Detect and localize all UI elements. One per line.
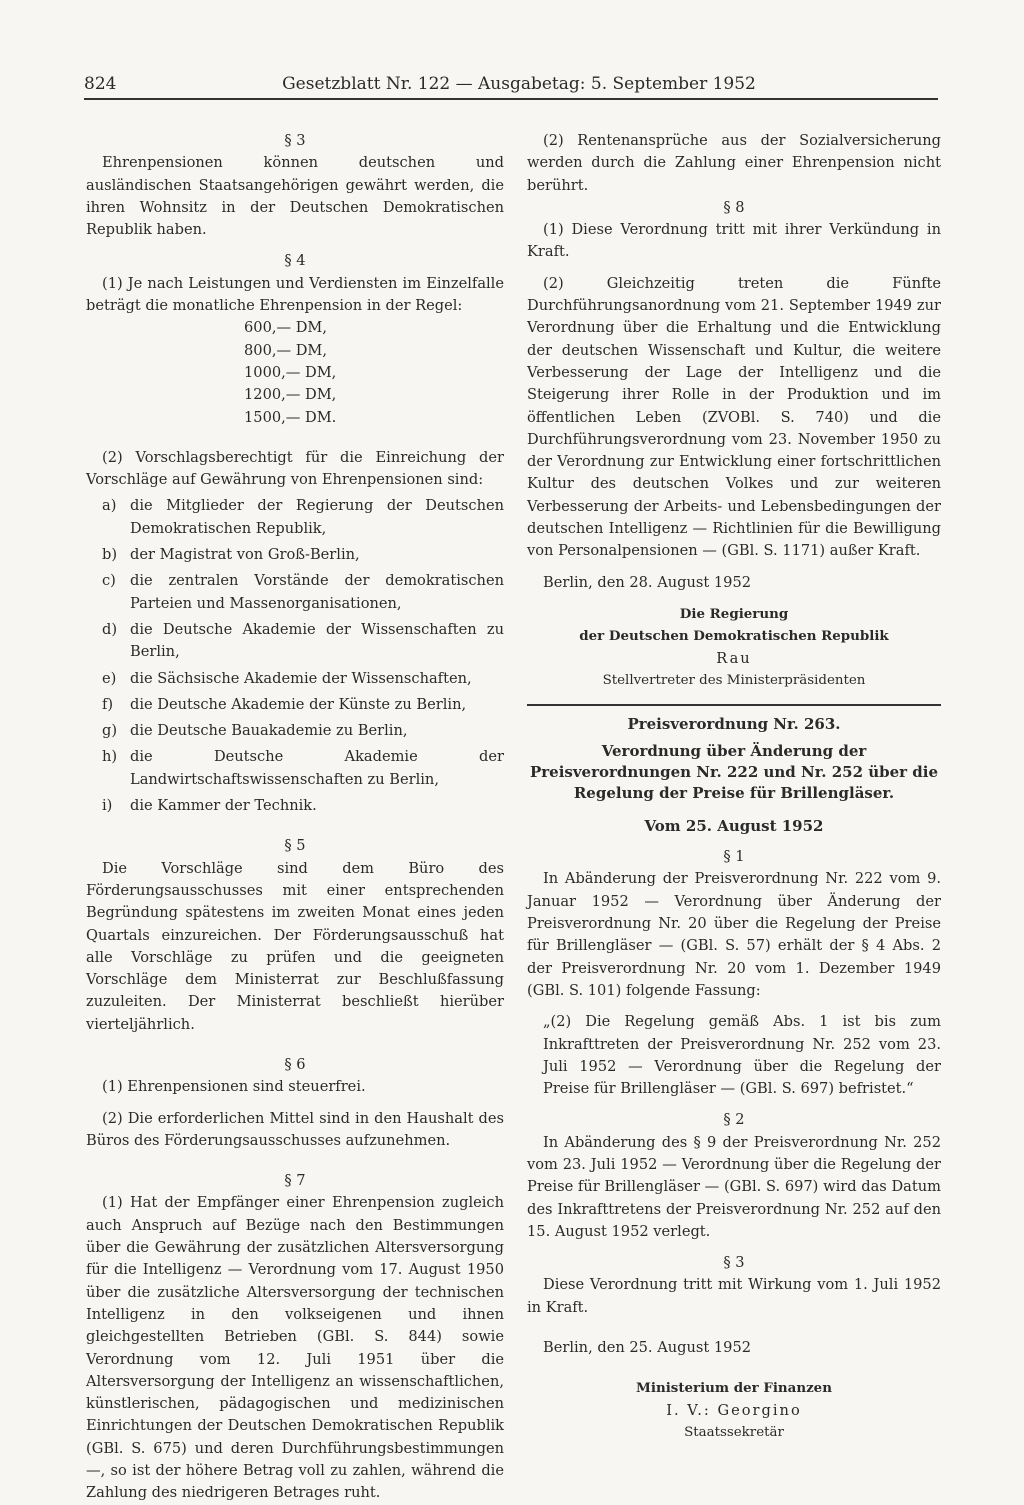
- ordinance-number: Preisverordnung Nr. 263.: [627, 715, 841, 734]
- section-5-text: Die Vorschläge sind dem Büro des Förderungsausschusses mit einer entsprechenden Begründung spätestens im zweiten Monat eines jeden Quartals einzureichen. Der Förderungsausschuß hat alle Vorschläge zu prüfen und die geeigneten Vorschläge dem Ministerrat zur Beschlußfassung zuzuleiten. Der Ministerrat beschließt hierüber vierteljährlich.: [86, 859, 504, 1033]
- list-item-label: g): [102, 722, 118, 740]
- left-column: [86, 130, 504, 1505]
- list-item-label: e): [102, 669, 117, 687]
- list-item: [86, 746, 504, 791]
- list-item-text: die Deutsche Bauakademie zu Berlin,: [130, 722, 408, 740]
- ordinance-section-1-quote: „(2) Die Regelung gemäß Abs. 1 ist bis zum Inkrafttreten der Preisverordnung Nr. 252 vom 23. Juli 1952 — Verordnung über die Regelung der Preise für Brillengläser — (GBl. S. 697) befristet.“: [543, 1013, 941, 1098]
- list-item: [86, 570, 504, 615]
- section-5-heading: § 5: [284, 837, 306, 855]
- list-item-label: a): [102, 497, 117, 515]
- signatory-role: Stellvertreter des Ministerpräsidenten: [602, 672, 866, 688]
- list-item-text: die Sächsische Akademie der Wissenschaften,: [130, 669, 472, 687]
- amount-item: 1000,— DM,: [244, 363, 337, 381]
- section-6-paragraph-1: (1) Ehrenpensionen sind steuerfrei.: [102, 1078, 366, 1096]
- list-item: [86, 544, 504, 566]
- place-date: Berlin, den 28. August 1952: [543, 573, 752, 591]
- amount-item: 800,— DM,: [244, 341, 328, 359]
- list-item-text: die Deutsche Akademie der Künste zu Berlin,: [130, 695, 467, 713]
- page-number: 824: [84, 74, 117, 94]
- section-4-heading: § 4: [284, 252, 306, 270]
- ordinance-section-1-heading: § 1: [723, 848, 745, 866]
- list-item-text: die Deutsche Akademie der Wissenschaften zu Berlin,: [130, 620, 504, 661]
- list-item: [86, 720, 504, 742]
- signatory-name: I. V.: Georgino: [666, 1401, 802, 1419]
- list-item-text: die Kammer der Technik.: [130, 797, 317, 815]
- list-item: [86, 694, 504, 716]
- list-item-text: die Mitglieder der Regierung der Deutschen Demokratischen Republik,: [130, 497, 504, 537]
- list-item: [86, 619, 504, 664]
- section-7-paragraph-2: (2) Rentenansprüche aus der Sozialversicherung werden durch die Zahlung einer Ehrenpension nicht berührt.: [527, 132, 941, 194]
- signatory-organization: Die Regierung: [679, 605, 789, 622]
- list-item-label: b): [102, 546, 118, 564]
- signatory-organization: Ministerium der Finanzen: [636, 1380, 832, 1397]
- section-6-paragraph-2: (2) Die erforderlichen Mittel sind in den Haushalt des Büros des Förderungsausschusses aufzunehmen.: [86, 1109, 504, 1149]
- signatory-organization-line-2: der Deutschen Demokratischen Republik: [579, 628, 889, 645]
- signatory-role: Staatssekretär: [684, 1424, 784, 1440]
- section-8-paragraph-2: (2) Gleichzeitig treten die Fünfte Durchführungsanordnung vom 21. September 1949 zur Verordnung über die Erhaltung und die Entwicklung der deutschen Wissenschaft und Kultur, die weitere Verbesserung der Lage der Intelligenz und die Steigerung ihrer Rolle in der Produktion und im öffentlichen Leben (ZVOBl. S. 740) und die Durchführungsverordnung vom 23. November 1950 zu der Verordnung zur Entwicklung einer fortschrittlichen Kultur des deutschen Volkes und zur weiteren Verbesserung der Arbeits- und Lebensbedingungen der deutschen Intelligenz — Richtlinien für die Bewilligung von Personalpensionen — (GBl. S. 1171) außer Kraft.: [527, 274, 941, 560]
- list-item: [86, 795, 504, 817]
- list-item-label: f): [102, 695, 114, 713]
- amount-item: 1200,— DM,: [244, 386, 337, 404]
- list-item-text: der Magistrat von Groß-Berlin,: [130, 546, 360, 564]
- section-4-paragraph-2: (2) Vorschlagsberechtigt für die Einreichung der Vorschläge auf Gewährung von Ehrenpensionen sind:: [86, 448, 504, 489]
- ordinance-section-3-heading: § 3: [723, 1254, 745, 1272]
- ordinance-section-2-text: In Abänderung des § 9 der Preisverordnung Nr. 252 vom 23. Juli 1952 — Verordnung über die Regelung der Preise für Brillengläser — (GBl. S. 697) wird das Datum des Inkrafttretens der Preisverordnung Nr. 252 auf den 15. August 1952 verlegt.: [527, 1133, 941, 1240]
- page-header: [84, 72, 938, 100]
- signatory-name: Rau: [716, 649, 752, 667]
- list-item-label: h): [102, 748, 118, 766]
- section-4-paragraph-1: (1) Je nach Leistungen und Verdiensten im Einzelfalle beträgt die monatliche Ehrenpension in der Regel:: [86, 274, 504, 315]
- ordinance-section-2-heading: § 2: [723, 1111, 745, 1129]
- section-6-heading: § 6: [284, 1055, 306, 1073]
- ordinance-date: Vom 25. August 1952: [644, 817, 824, 836]
- section-7-heading: § 7: [284, 1172, 306, 1190]
- list-item-label: d): [102, 620, 118, 638]
- section-3-text: Ehrenpensionen können deutschen und ausländischen Staatsangehörigen gewährt werden, die ihren Wohnsitz in der Deutschen Demokratischen Republik haben.: [86, 154, 504, 239]
- section-8-paragraph-1: (1) Diese Verordnung tritt mit ihrer Verkündung in Kraft.: [527, 221, 941, 261]
- section-3-heading: § 3: [284, 132, 306, 149]
- ordinance-section-3-text: Diese Verordnung tritt mit Wirkung vom 1. Juli 1952 in Kraft.: [527, 1276, 941, 1316]
- pension-amounts: [86, 317, 504, 428]
- list-item-text: die Deutsche Akademie der Landwirtschaftswissenschaften zu Berlin,: [130, 748, 504, 788]
- ordinance-section-1-text: In Abänderung der Preisverordnung Nr. 222 vom 9. Januar 1952 — Verordnung über Änderung der Preisverordnung Nr. 20 über die Regelung der Preise für Brillengläser — (GBl. S. 57) erhält der § 4 Abs. 2 der Preisverordnung Nr. 20 vom 1. Dezember 1949 (GBl. S. 101) folgende Fassung:: [527, 870, 941, 999]
- section-divider: [527, 704, 941, 706]
- list-item-text: die zentralen Vorstände der demokratischen Parteien und Massenorganisationen,: [130, 572, 504, 612]
- amount-item: 600,— DM,: [244, 319, 328, 337]
- list-item-label: i): [102, 797, 113, 815]
- list-item: [86, 668, 504, 690]
- ordinance-title: Verordnung über Änderung der Preisverordnungen Nr. 222 und Nr. 252 über die Regelung der Preise für Brillengläser.: [529, 742, 939, 803]
- right-column: [527, 130, 941, 1444]
- section-7-paragraph-1: (1) Hat der Empfänger einer Ehrenpension zugleich auch Anspruch auf Bezüge nach den Bestimmungen über die Gewährung der zusätzlichen Altersversorgung für die Intelligenz — Verordnung vom 17. August 1950 über die zusätzliche Altersversorgung der technischen Intelligenz in den volkseigenen und ihnen gleichgestellten Betrieben (GBl. S. 844) sowie Verordnung vom 12. Juli 1951 über die Altersversorgung der Intelligenz an wissenschaftlichen, künstlerischen, pädagogischen und medizinischen Einrichtungen der Deutschen Demokratischen Republik (GBl. S. 675) und deren Durchführungsbestimmungen —, so ist der höhere Betrag voll zu zahlen, während die Zahlung des niedrigeren Betrages ruht.: [86, 1194, 504, 1502]
- gazette-title: Gesetzblatt Nr. 122 — Ausgabetag: 5. September 1952: [282, 74, 756, 94]
- place-date: Berlin, den 25. August 1952: [543, 1339, 752, 1357]
- section-8-heading: § 8: [723, 198, 745, 216]
- list-item-label: c): [102, 572, 116, 590]
- amount-item: 1500,— DM.: [244, 408, 337, 426]
- list-item: [86, 495, 504, 540]
